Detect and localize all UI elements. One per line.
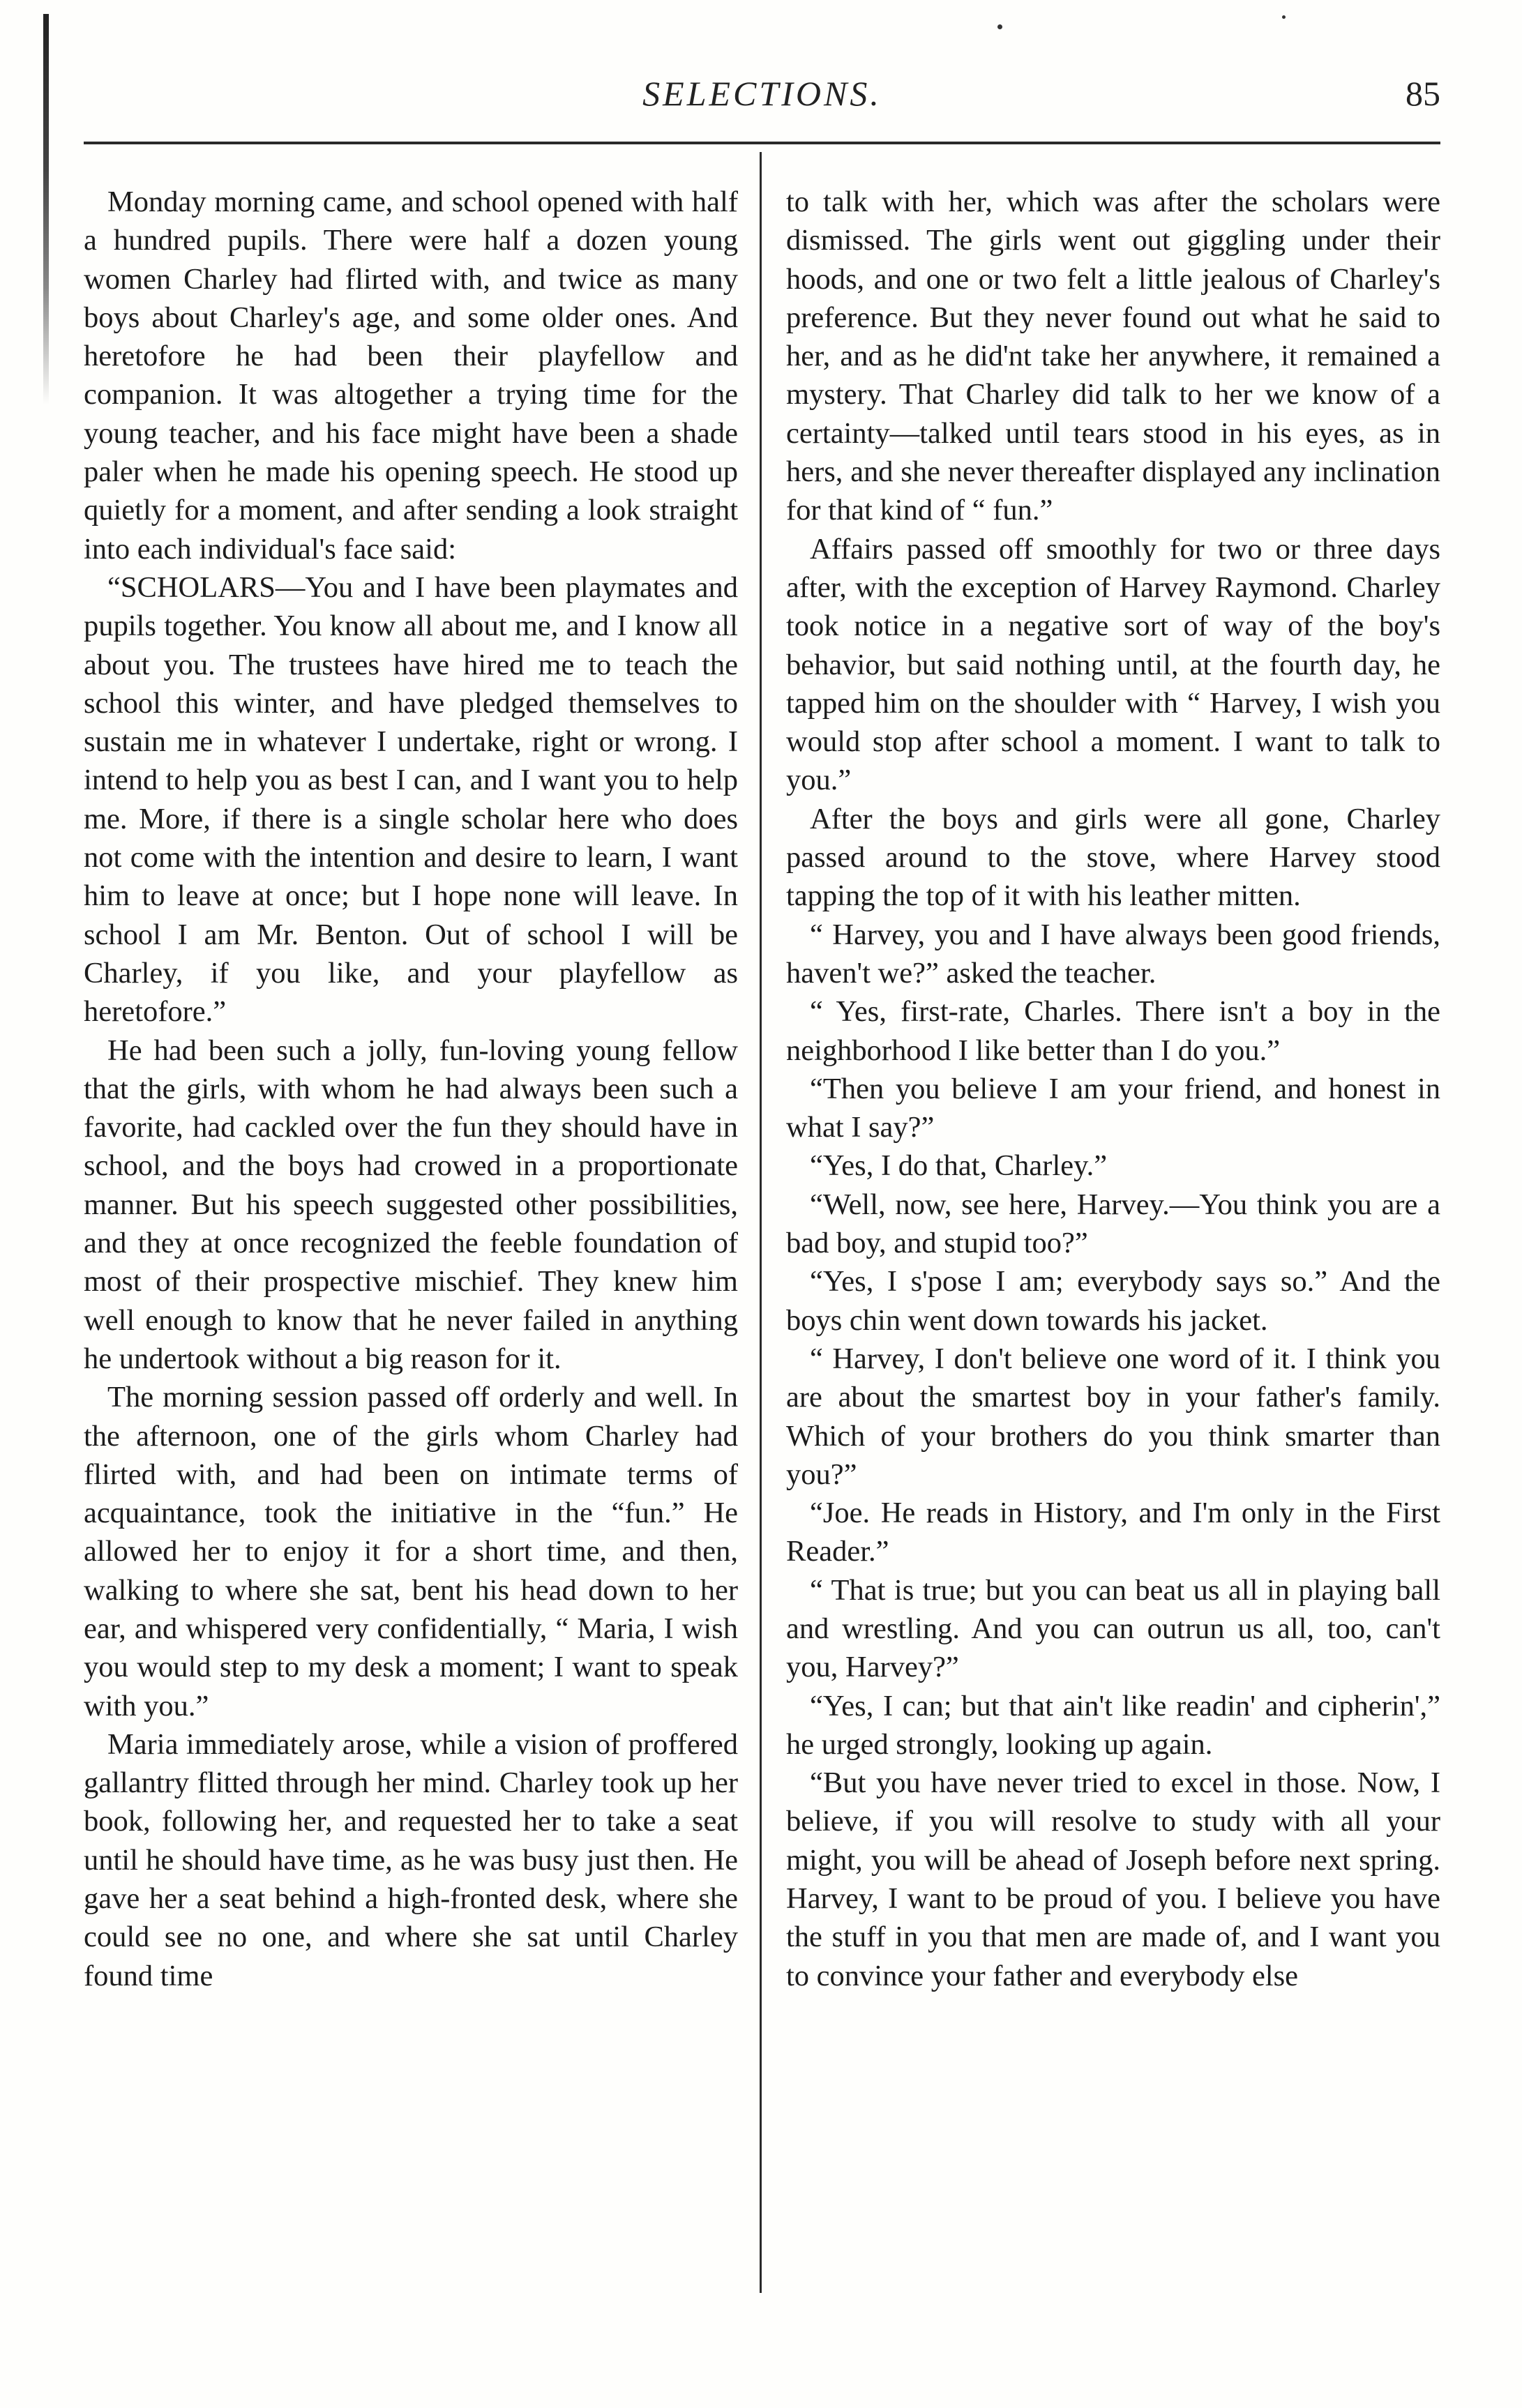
paragraph: “Joe. He reads in History, and I'm only in the First Reader.” xyxy=(786,1497,1440,1568)
paragraph: Monday morning came, and school opened with half a hundred pupils. There were half a dozen young women Charley had flirted with, and twice as many boys about Charley's age, and some older ones. And heretofore he had been their playfellow and companion. It was altogether a trying time for the young teacher, and his face might have been a shade paler when he made his opening speech. He stood up quietly for a moment, and after sending a look straight into each individual's face said: xyxy=(84,185,738,566)
paragraph: “SCHOLARS—You and I have been playmates and pupils together. You know all about me, and I know all about you. The trustees have hired me to teach the school this winter, and have pledged themselves to sustain me in whatever I undertake, right or wrong. I intend to help you as best I can, and I want you to help me. More, if there is a single scholar here who does not come with the intention and desire to learn, I want him to leave at once; but I hope none will leave. In school I am Mr. Benton. Out of school I will be Charley, if you like, and your playfellow as heretofore.” xyxy=(84,570,738,1029)
continued-paragraph: to talk with her, which was after the scholars were dismissed. The girls went out giggling under their hoods, and one or two felt a little jealous of Charley's preference. But they never found out what he said to her, and as he did'nt take her anywhere, it remained a mystery. That Charley did talk to her we know of a certainty—talked until tears stood in his eyes, as in hers, and she never thereafter displayed any inclination for that kind of “ fun.” xyxy=(786,185,1440,527)
column-divider xyxy=(760,152,762,2293)
paragraph: “Yes, I s'pose I am; everybody says so.” And the boys chin went down towards his jacket. xyxy=(786,1265,1440,1337)
scan-speck xyxy=(1282,15,1286,19)
paragraph: “Then you believe I am your friend, and honest in what I say?” xyxy=(786,1072,1440,1144)
paragraph: He had been such a jolly, fun-loving young fellow that the girls, with whom he had always been such a favorite, had cackled over the fun they should have in school, and the boys had crowed in a proportionate manner. But his speech suggested other possibilities, and they at once recognized the feeble foundation of most of their prospective mischief. They knew him well enough to know that he never failed in anything he undertook without a big reason for it. xyxy=(84,1033,738,1375)
paragraph: “ Yes, first-rate, Charles. There isn't a boy in the neighborhood I like better than I do you.” xyxy=(786,995,1440,1067)
scan-edge-mark xyxy=(43,14,49,404)
paragraph: “Yes, I do that, Charley.” xyxy=(810,1149,1108,1183)
paragraph: After the boys and girls were all gone, Charley passed around to the stove, where Harvey stood tapping the top of it with his leather mitten. xyxy=(786,802,1440,913)
paragraph: “Yes, I can; but that ain't like readin' and cipherin',” he urged strongly, looking up again. xyxy=(786,1689,1440,1761)
paragraph: “ Harvey, you and I have always been good friends, haven't we?” asked the teacher. xyxy=(786,918,1440,990)
right-column xyxy=(786,183,1440,2331)
paragraph: Affairs passed off smoothly for two or three days after, with the exception of Harvey Raymond. Charley took notice in a negative sort of way of the boy's behavior, but said nothing until, at the fourth day, he tapped him on the shoulder with “ Harvey, I wish you would stop after school a moment. I want to talk to you.” xyxy=(786,532,1440,797)
paragraph: The morning session passed off orderly and well. In the afternoon, one of the girls whom Charley had flirted with, and had been on intimate terms of acquaintance, took the initiative in the “fun.” He allowed her to enjoy it for a short time, and then, walking to where she sat, bent his head down to her ear, and whispered very confidentially, “ Maria, I wish you would step to my desk a moment; I want to speak with you.” xyxy=(84,1381,738,1722)
left-column xyxy=(84,183,738,2331)
page-header xyxy=(84,73,1440,129)
paragraph: Maria immediately arose, while a vision of proffered gallantry flitted through her mind. Charley took up her book, following her, and requested her to take a seat until he should have time, as he was busy just then. He gave her a seat behind a high-fronted desk, where she could see no one, and where she sat until Charley found time xyxy=(84,1727,738,1992)
scan-speck xyxy=(997,24,1002,29)
page-number: 85 xyxy=(1406,74,1440,113)
paragraph: “ Harvey, I don't believe one word of it. I think you are about the smartest boy in your father's family. Which of your brothers do you think smarter than you?” xyxy=(786,1342,1440,1491)
paragraph: “But you have never tried to excel in those. Now, I believe, if you will resolve to study with all your might, you will be ahead of Joseph before next spring. Harvey, I want to be proud of you. I believe you have the stuff in you that men are made of, and I want you to convince your father and everybody else xyxy=(786,1766,1440,1992)
paragraph: “Well, now, see here, Harvey.—You think you are a bad boy, and stupid too?” xyxy=(786,1188,1440,1260)
running-title: SELECTIONS. xyxy=(642,74,882,113)
header-rule xyxy=(84,142,1440,144)
paragraph: “ That is true; but you can beat us all in playing ball and wrestling. And you can outrun us all, too, can't you, Harvey?” xyxy=(786,1573,1440,1684)
